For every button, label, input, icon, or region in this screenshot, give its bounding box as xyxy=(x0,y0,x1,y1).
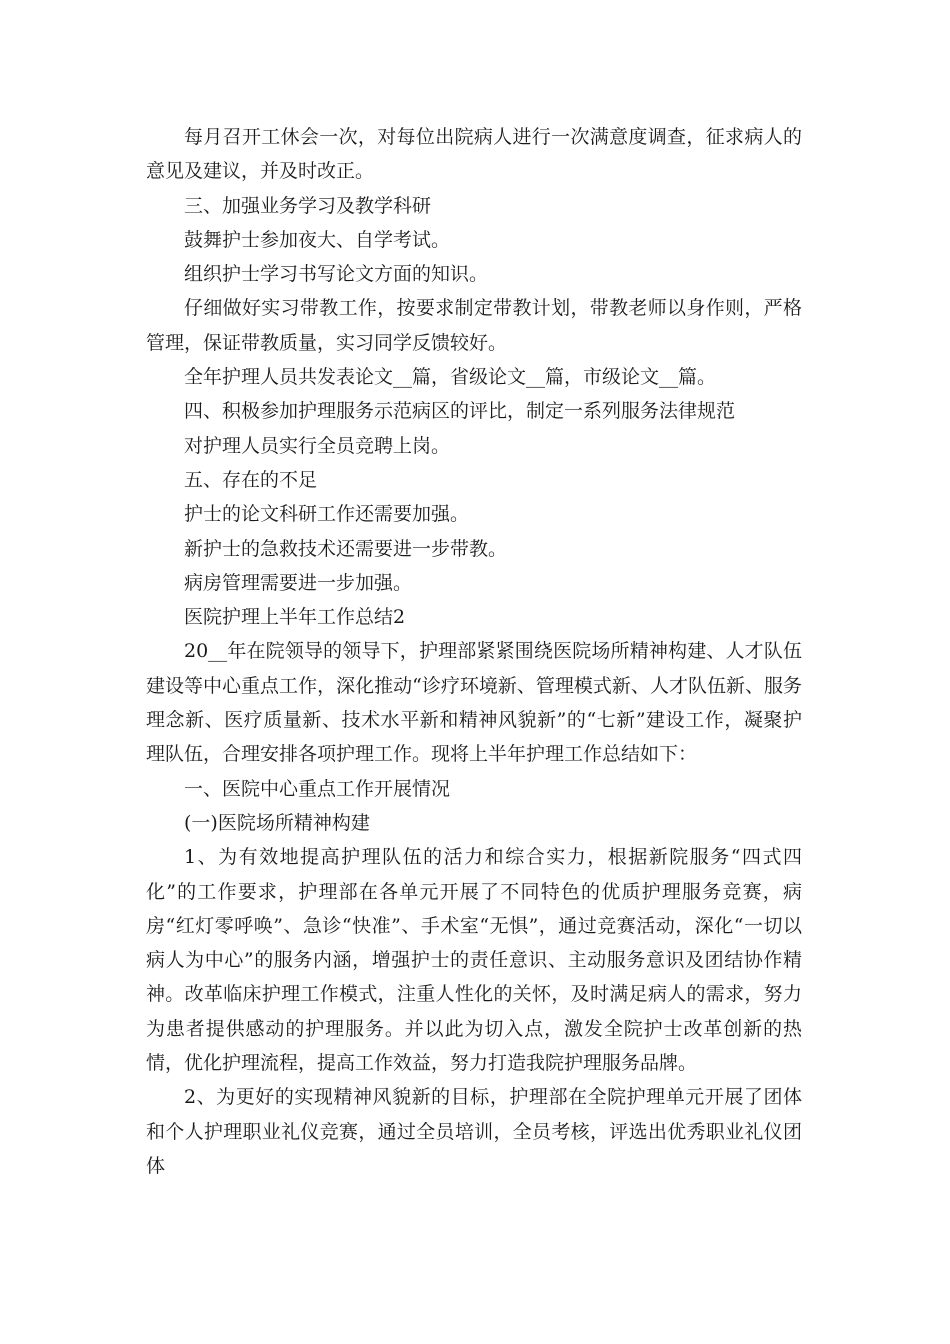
section-heading: 三、加强业务学习及教学科研 xyxy=(184,194,432,217)
paragraph: 1、为有效地提高护理队伍的活力和综合实力，根据新院服务“四式四化”的工作要求，护理部在各单元开展了不同特色的优质护理服务竞赛，病房“红灯零呼唤”、急诊“快准”、手术室“无惧”，通过竞赛活动，深化“一切以病人为中心”的服务内涵，增强护士的责任意识、主动服务意识及团结协作精神。改革临床护理工作模式，注重人性化的关怀，及时满足病人的需求，努力为患者提供感动的护理服务。并以此为切入点，激发全院护士改革创新的热情，优化护理流程，提高工作效益，努力打造我院护理服务品牌。 xyxy=(146,846,802,1075)
section-heading: 五、存在的不足 xyxy=(184,468,318,491)
paragraph: 鼓舞护士参加夜大、自学考试。 xyxy=(184,228,451,251)
paragraph: 全年护理人员共发表论文__篇，省级论文__篇，市级论文__篇。 xyxy=(184,366,717,389)
paragraph: 组织护士学习书写论文方面的知识。 xyxy=(184,263,489,286)
section-heading: 四、积极参加护理服务示范病区的评比，制定一系列服务法律规范 xyxy=(184,400,736,423)
paragraph: 每月召开工休会一次，对每位出院病人进行一次满意度调查，征求病人的意见及建议，并及时改正。 xyxy=(146,126,802,183)
paragraph: 20__年在院领导的领导下，护理部紧紧围绕医院场所精神构建、人才队伍建设等中心重点工作，深化推动“诊疗环境新、管理模式新、人才队伍新、服务理念新、医疗质量新、技术水平新和精神风貌新”的“七新”建设工作，凝聚护理队伍，合理安排各项护理工作。现将上半年护理工作总结如下： xyxy=(146,640,802,766)
document-body xyxy=(146,120,802,1183)
paragraph: 2、为更好的实现精神风貌新的目标，护理部在全院护理单元开展了团体和个人护理职业礼仪竞赛，通过全员培训，全员考核，评选出优秀职业礼仪团体 xyxy=(146,1086,802,1177)
subsection-heading: (一)医院场所精神构建 xyxy=(184,811,370,834)
paragraph: 病房管理需要进一步加强。 xyxy=(184,571,413,594)
paragraph: 护士的论文科研工作还需要加强。 xyxy=(184,503,470,526)
paragraph: 对护理人员实行全员竞聘上岗。 xyxy=(184,434,451,457)
document-title: 医院护理上半年工作总结2 xyxy=(184,606,406,629)
section-heading: 一、医院中心重点工作开展情况 xyxy=(184,777,451,800)
paragraph: 新护士的急救技术还需要进一步带教。 xyxy=(184,537,508,560)
paragraph: 仔细做好实习带教工作，按要求制定带教计划，带教老师以身作则，严格管理，保证带教质量，实习同学反馈较好。 xyxy=(146,297,802,354)
